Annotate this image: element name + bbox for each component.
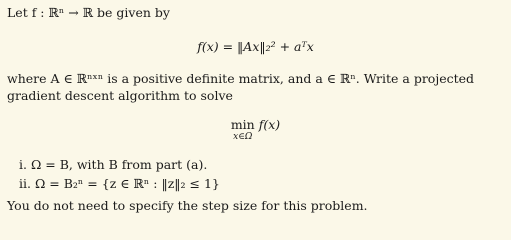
- function-definition: f(x) = ‖Ax‖₂² + aᵀx: [197, 39, 314, 54]
- case-item-ii: ii. Ω = B₂ⁿ = {z ∈ ℝⁿ : ‖z‖₂ ≤ 1}: [19, 176, 220, 191]
- min-subscript: x∈Ω: [233, 132, 253, 142]
- task-text: gradient descent algorithm to solve: [7, 88, 233, 103]
- note-text: You do not need to specify the step size for this problem.: [7, 198, 368, 213]
- min-label: min: [230, 117, 255, 132]
- objective-expression: [0, 117, 511, 142]
- min-operator: [231, 117, 255, 142]
- case-item-i: i. Ω = B, with B from part (a).: [19, 157, 208, 172]
- intro-text: Let f : ℝⁿ → ℝ be given by: [7, 5, 170, 20]
- objective-function: f(x): [258, 117, 281, 132]
- conditions-text: where A ∈ ℝⁿˣⁿ is a positive definite matrix, and a ∈ ℝⁿ. Write a projected: [7, 71, 475, 86]
